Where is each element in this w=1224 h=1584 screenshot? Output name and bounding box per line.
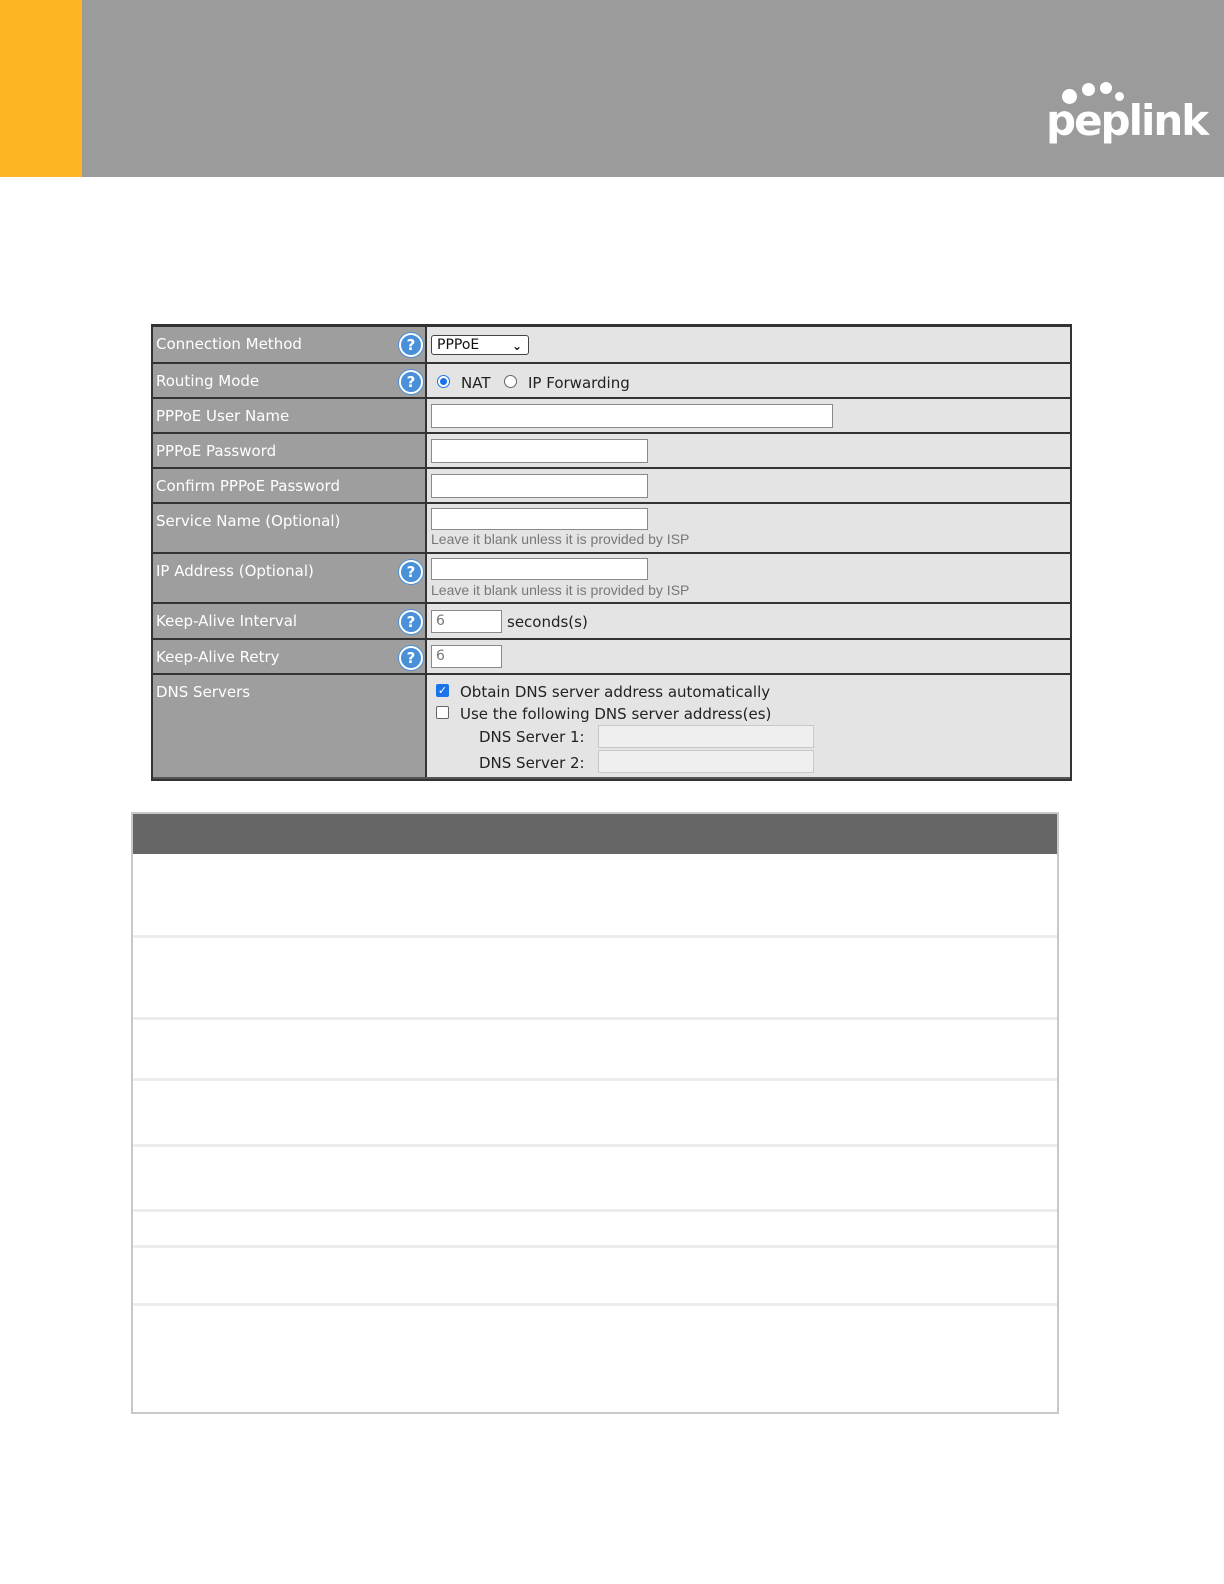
dns-manual-checkbox[interactable] xyxy=(436,706,449,719)
pppoe-password-input[interactable] xyxy=(431,439,648,463)
keep-alive-interval-input[interactable]: 6 xyxy=(431,610,502,633)
connection-method-label: Connection Method xyxy=(156,335,302,353)
routing-mode-ip-forwarding-radio[interactable] xyxy=(504,375,517,388)
row-connection-method xyxy=(153,327,1070,364)
row-pppoe-password xyxy=(153,434,1070,469)
row-keep-alive-retry xyxy=(153,640,1070,675)
help-icon[interactable]: ? xyxy=(399,560,423,584)
table-header xyxy=(133,814,1057,854)
service-name-hint: Leave it blank unless it is provided by ISP xyxy=(431,531,690,547)
routing-mode-nat-radio[interactable] xyxy=(437,375,450,388)
row-keep-alive-interval xyxy=(153,604,1070,640)
table-row-divider xyxy=(133,1144,1057,1147)
logo-wordmark: peplink xyxy=(1046,96,1208,145)
help-icon[interactable]: ? xyxy=(399,333,423,357)
ip-address-input[interactable] xyxy=(431,558,648,580)
row-dns-servers xyxy=(153,675,1070,779)
keep-alive-interval-unit: seconds(s) xyxy=(507,613,588,631)
row-confirm-pppoe-password xyxy=(153,469,1070,504)
chevron-down-icon: ⌄ xyxy=(511,339,522,353)
help-icon[interactable]: ? xyxy=(399,646,423,670)
confirm-pppoe-password-label: Confirm PPPoE Password xyxy=(156,477,340,495)
service-name-label: Service Name (Optional) xyxy=(156,512,341,530)
keep-alive-interval-label: Keep-Alive Interval xyxy=(156,612,298,630)
peplink-logo xyxy=(1046,80,1208,155)
pppoe-password-label: PPPoE Password xyxy=(156,442,277,460)
dns-manual-label: Use the following DNS server address(es) xyxy=(460,705,772,723)
table-row-divider xyxy=(133,1078,1057,1081)
row-routing-mode xyxy=(153,364,1070,399)
description-table xyxy=(131,812,1059,1414)
row-ip-address xyxy=(153,554,1070,604)
connection-method-select[interactable]: PPPoE ⌄ xyxy=(431,335,529,355)
dns-servers-label: DNS Servers xyxy=(156,683,251,701)
help-icon[interactable]: ? xyxy=(399,610,423,634)
confirm-pppoe-password-input[interactable] xyxy=(431,474,648,498)
table-row-divider xyxy=(133,1245,1057,1248)
table-row-divider xyxy=(133,1303,1057,1306)
keep-alive-retry-input[interactable]: 6 xyxy=(431,645,502,668)
form-bottom-border xyxy=(153,777,1070,779)
dns-server-1-input[interactable] xyxy=(598,725,814,748)
service-name-input[interactable] xyxy=(431,508,648,530)
table-row-divider xyxy=(133,935,1057,938)
ip-address-label: IP Address (Optional) xyxy=(156,562,314,580)
routing-mode-ip-forwarding-label: IP Forwarding xyxy=(528,374,630,392)
pppoe-user-name-label: PPPoE User Name xyxy=(156,407,290,425)
wan-connection-form xyxy=(151,324,1072,781)
routing-mode-label: Routing Mode xyxy=(156,372,260,390)
table-row-divider xyxy=(133,1209,1057,1212)
pppoe-user-name-input[interactable] xyxy=(431,404,833,428)
help-icon[interactable]: ? xyxy=(399,370,423,394)
dns-server-1-label: DNS Server 1: xyxy=(479,728,585,746)
dns-server-2-label: DNS Server 2: xyxy=(479,754,585,772)
row-pppoe-user-name xyxy=(153,399,1070,434)
ip-address-hint: Leave it blank unless it is provided by ISP xyxy=(431,582,690,598)
header-accent-block xyxy=(0,0,82,177)
routing-mode-nat-label: NAT xyxy=(461,374,491,392)
row-service-name xyxy=(153,504,1070,554)
dns-server-2-input[interactable] xyxy=(598,750,814,773)
table-row-divider xyxy=(133,1017,1057,1020)
dns-auto-label: Obtain DNS server address automatically xyxy=(460,683,771,701)
keep-alive-retry-label: Keep-Alive Retry xyxy=(156,648,280,666)
dns-auto-checkbox[interactable]: ✓ xyxy=(437,684,448,697)
